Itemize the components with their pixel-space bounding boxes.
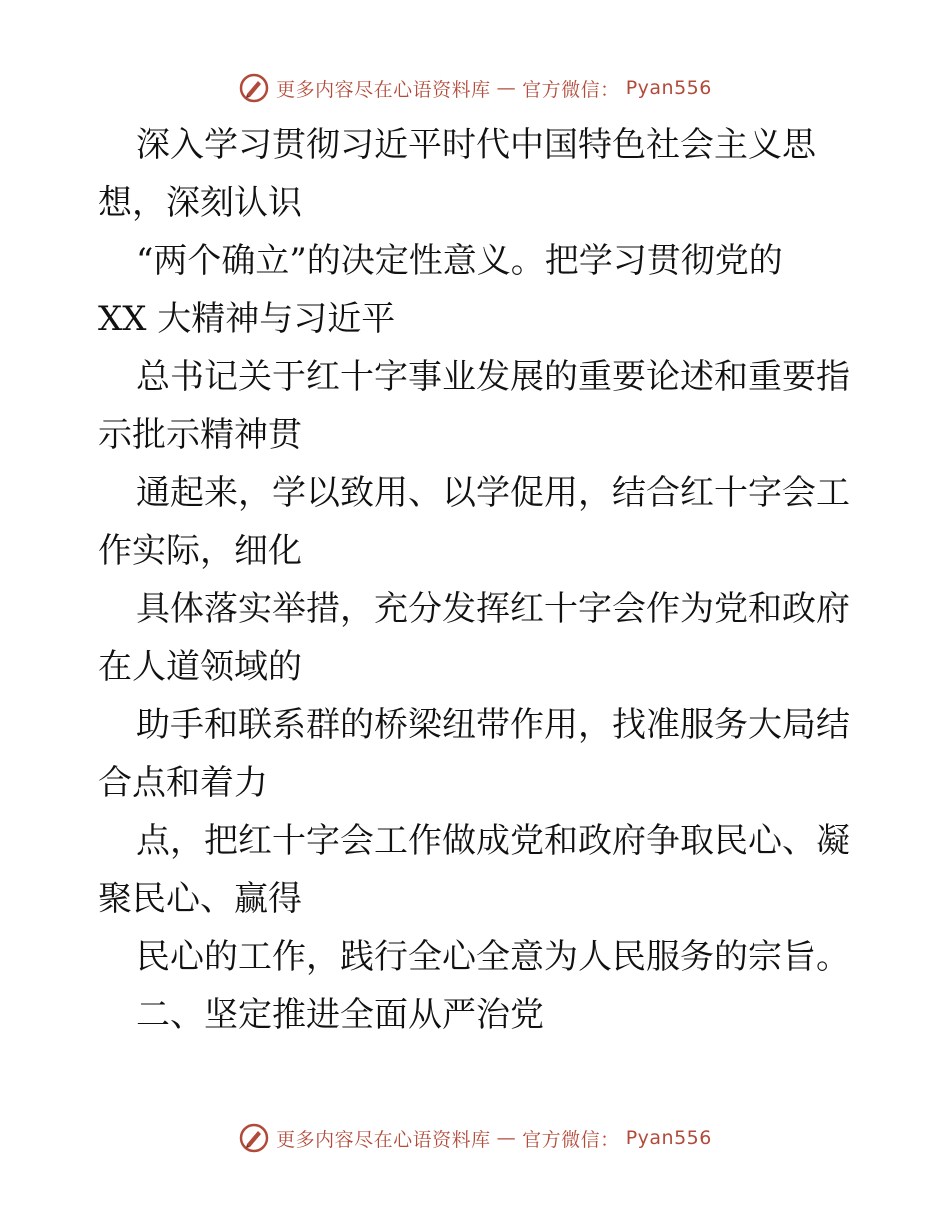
- pen-logo-icon: [238, 1122, 270, 1154]
- text-line: 示批示精神贯: [98, 415, 302, 455]
- text-line: 想，深刻认识: [98, 183, 302, 223]
- pen-logo-icon: [238, 72, 270, 104]
- watermark-text: 更多内容尽在心语资料库: [276, 78, 491, 101]
- watermark-official: 官方微信：: [522, 1128, 620, 1151]
- watermark-handle: Pyan556: [625, 1127, 712, 1149]
- header-watermark: [0, 72, 950, 104]
- watermark-dash: —: [496, 1127, 517, 1149]
- text-line: 合点和着力: [98, 763, 268, 803]
- text-line: 作实际，细化: [98, 531, 302, 571]
- text-line: XX 大精神与习近平: [98, 299, 396, 339]
- text-line: 聚民心、赢得: [98, 879, 302, 919]
- watermark-dash: —: [496, 77, 517, 99]
- watermark-text: 更多内容尽在心语资料库: [276, 1128, 491, 1151]
- watermark-official: 官方微信：: [522, 78, 620, 101]
- text-line: 总书记关于红十字事业发展的重要论述和重要指: [136, 357, 850, 397]
- section-heading: 二、坚定推进全面从严治党: [136, 995, 544, 1035]
- text-line: 具体落实举措，充分发挥红十字会作为党和政府: [136, 589, 850, 629]
- watermark-handle: Pyan556: [625, 77, 712, 99]
- text-line: 在人道领域的: [98, 647, 302, 687]
- text-line: 民心的工作，践行全心全意为人民服务的宗旨。: [136, 937, 850, 977]
- text-line: 通起来，学以致用、以学促用，结合红十字会工: [136, 473, 850, 513]
- footer-watermark: [0, 1122, 950, 1154]
- text-line: 深入学习贯彻习近平时代中国特色社会主义思: [136, 125, 816, 165]
- body-text: [98, 116, 858, 1044]
- text-line: “两个确立”的决定性意义。把学习贯彻党的: [136, 241, 783, 281]
- text-line: 点，把红十字会工作做成党和政府争取民心、凝: [136, 821, 850, 861]
- text-line: 助手和联系群的桥梁纽带作用，找准服务大局结: [136, 705, 850, 745]
